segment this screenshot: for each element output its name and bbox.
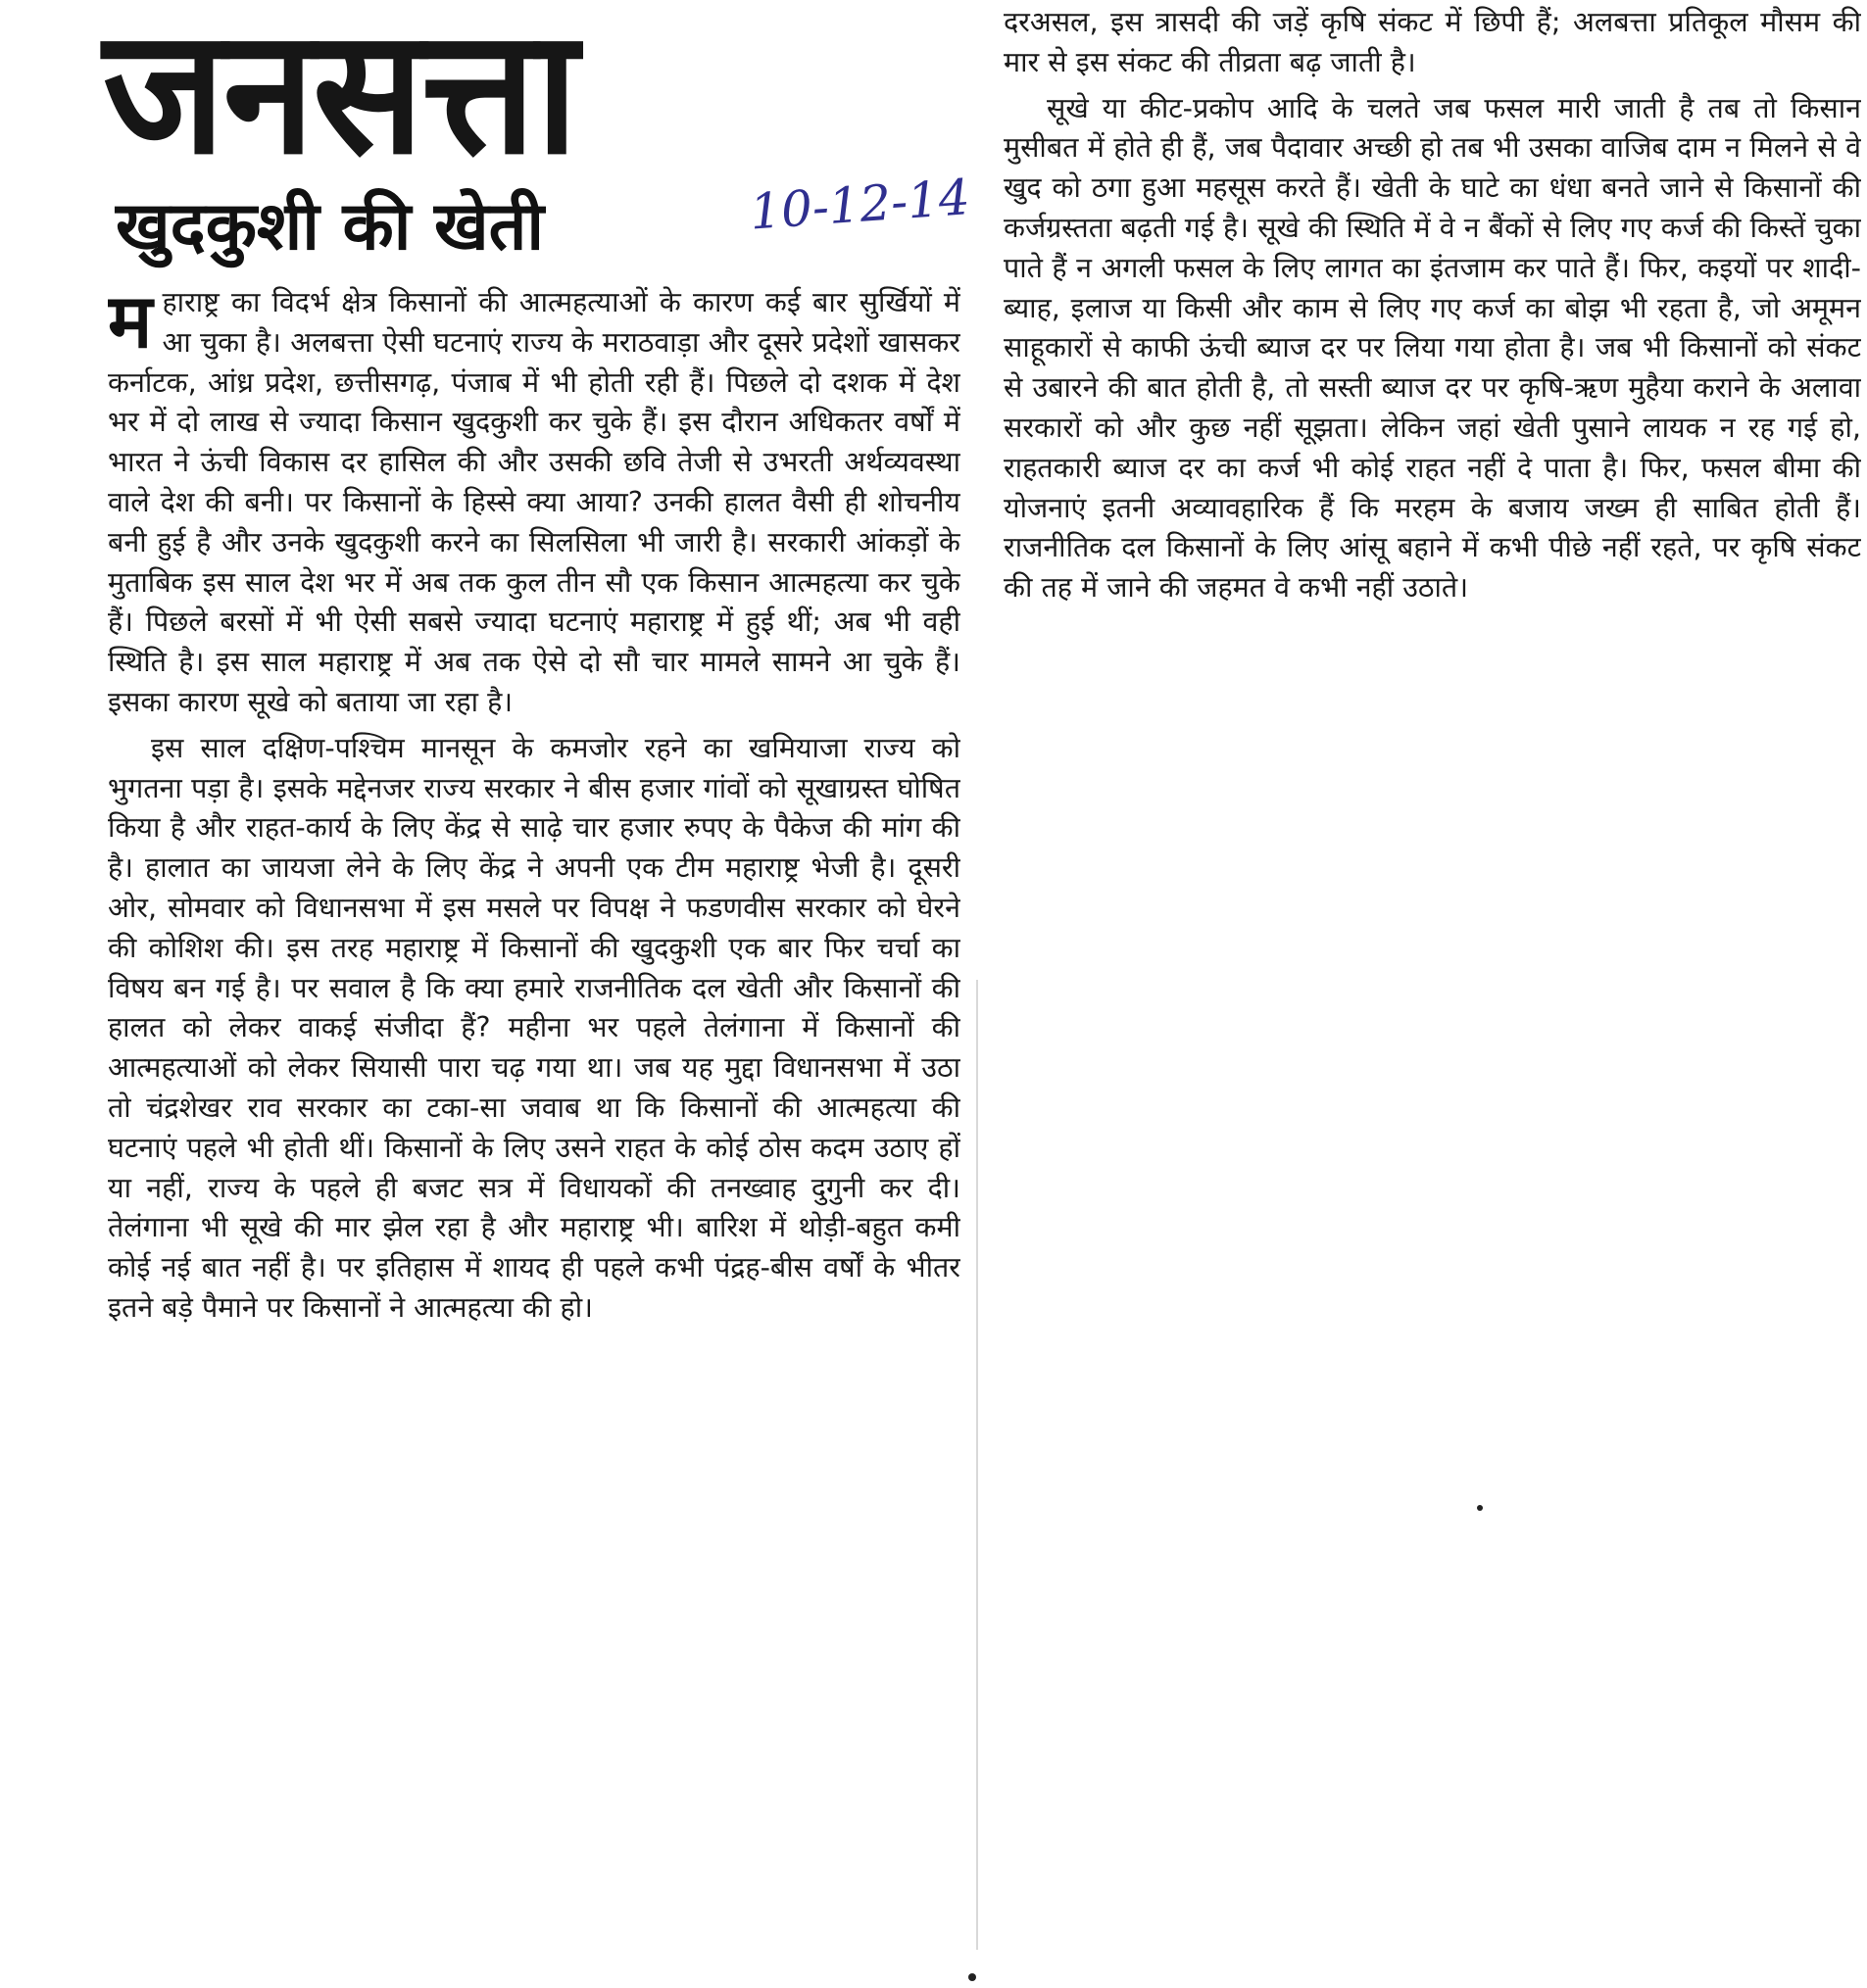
article-headline: खुदकुशी की खेती (116, 188, 544, 266)
article-column-right (1004, 2, 1861, 982)
newspaper-masthead: जनसत्ता (103, 0, 577, 193)
article-column-left (108, 282, 960, 1967)
ink-speck (968, 1973, 976, 1981)
column-divider (976, 980, 978, 1950)
article-paragraph-1 (108, 282, 960, 722)
article-paragraph-3: दरअसल, इस त्रासदी की जड़ें कृषि संकट में छिपी हैं; अलबत्ता प्रतिकूल मौसम की मार से इस संकट की तीव्रता बढ़ जाती है। (1004, 5, 1861, 78)
article-paragraph-4: सूखे या कीट-प्रकोप आदि के चलते जब फसल मारी जाती है तब तो किसान मुसीबत में होते ही हैं, जब पैदावार अच्छी हो तब भी उसका वाजिब दाम न मिलने से वे खुद को ठगा हुआ महसूस करते हैं। खेती के घाटे का धंधा बनते जाने से किसानों की कर्जग्रस्तता बढ़ती गई है। सूखे की स्थिति में वे न बैंकों से लिए गए कर्ज की किस्तें चुका पाते हैं न अगली फसल के लिए लागत का इंतजाम कर पाते हैं। फिर, कइयों पर शादी-ब्याह, इलाज या किसी और काम से लिए गए कर्ज का बोझ भी रहता है, जो अमूमन साहूकारों से काफी ऊंची ब्याज दर पर लिया गया होता है। जब भी किसानों को संकट से उबारने की बात होती है, तो सस्ती ब्याज दर पर कृषि-ऋण मुहैया कराने के अलावा सरकारों को और कुछ नहीं सूझता। लेकिन जहां खेती पुसाने लायक न रह गई हो, राहतकारी ब्याज दर का कर्ज भी कोई राहत नहीं दे पाता है। फिर, फसल बीमा की योजनाएं इतनी अव्यावहारिक हैं कि मरहम के बजाय जख्म ही साबित होती हैं। राजनीतिक दल किसानों के लिए आंसू बहाने में कभी पीछे नहीं रहते, पर कृषि संकट की तह में जाने की जहमत वे कभी नहीं उठाते। (1004, 90, 1861, 605)
paragraph-text: हाराष्ट्र का विदर्भ क्षेत्र किसानों की आत्महत्याओं के कारण कई बार सुर्खियों में आ चुका है। अलबत्ता ऐसी घटनाएं राज्य के मराठवाड़ा और दूसरे प्रदेशों खासकर कर्नाटक, आंध्र प्रदेश, छत्तीसगढ़, पंजाब में भी होती रही हैं। पिछले दो दशक में देश भर में दो लाख से ज्यादा किसान खुदकुशी कर चुके हैं। इस दौरान अधिकतर वर्षों में भारत ने ऊंची विकास दर हासिल की और उसकी छवि तेजी से उभरती अर्थव्यवस्था वाले देश की बनी। पर किसानों के हिस्से क्या आया? उनकी हालत वैसी ही शोचनीय बनी हुई है और उनके खुदकुशी करने का सिलसिला भी जारी है। सरकारी आंकड़ों के मुताबिक इस साल देश भर में अब तक कुल तीन सौ एक किसान आत्महत्या कर चुके हैं। पिछले बरसों में भी ऐसी सबसे ज्यादा घटनाएं महाराष्ट्र में हुई थीं; अब भी वही स्थिति है। इस साल महाराष्ट्र में अब तक ऐसे दो सौ चार मामले सामने आ चुके हैं। इसका कारण सूखे को बताया जा रहा है। (108, 285, 960, 718)
ink-speck (1477, 1505, 1483, 1511)
article-paragraph-2: इस साल दक्षिण-पश्चिम मानसून के कमजोर रहने का खमियाजा राज्य को भुगतना पड़ा है। इसके मद्देनजर राज्य सरकार ने बीस हजार गांवों को सूखाग्रस्त घोषित किया है और राहत-कार्य के लिए केंद्र से साढ़े चार हजार रुपए के पैकेज की मांग की है। हालात का जायजा लेने के लिए केंद्र ने अपनी एक टीम महाराष्ट्र भेजी है। दूसरी ओर, सोमवार को विधानसभा में इस मसले पर विपक्ष ने फडणवीस सरकार को घेरने की कोशिश की। इस तरह महाराष्ट्र में किसानों की खुदकुशी एक बार फिर चर्चा का विषय बन गई है। पर सवाल है कि क्या हमारे राजनीतिक दल खेती और किसानों की हालत को लेकर वाकई संजीदा हैं? महीना भर पहले तेलंगाना में किसानों की आत्महत्याओं को लेकर सियासी पारा चढ़ गया था। जब यह मुद्दा विधानसभा में उठा तो चंद्रशेखर राव सरकार का टका-सा जवाब था कि किसानों की आत्महत्या की घटनाएं पहले भी होती थीं। किसानों के लिए उसने राहत के कोई ठोस कदम उठाए हों या नहीं, राज्य के पहले ही बजट सत्र में विधायकों की तनख्वाह दुगुनी कर दी। तेलंगाना भी सूखे की मार झेल रहा है और महाराष्ट्र भी। बारिश में थोड़ी-बहुत कमी कोई नई बात नहीं है। पर इतिहास में शायद ही पहले कभी पंद्रह-बीस वर्षों के भीतर इतने बड़े पैमाने पर किसानों ने आत्महत्या की हो। (108, 730, 960, 1324)
handwritten-date: 10-12-14 (748, 169, 972, 241)
drop-cap: म (108, 282, 153, 364)
